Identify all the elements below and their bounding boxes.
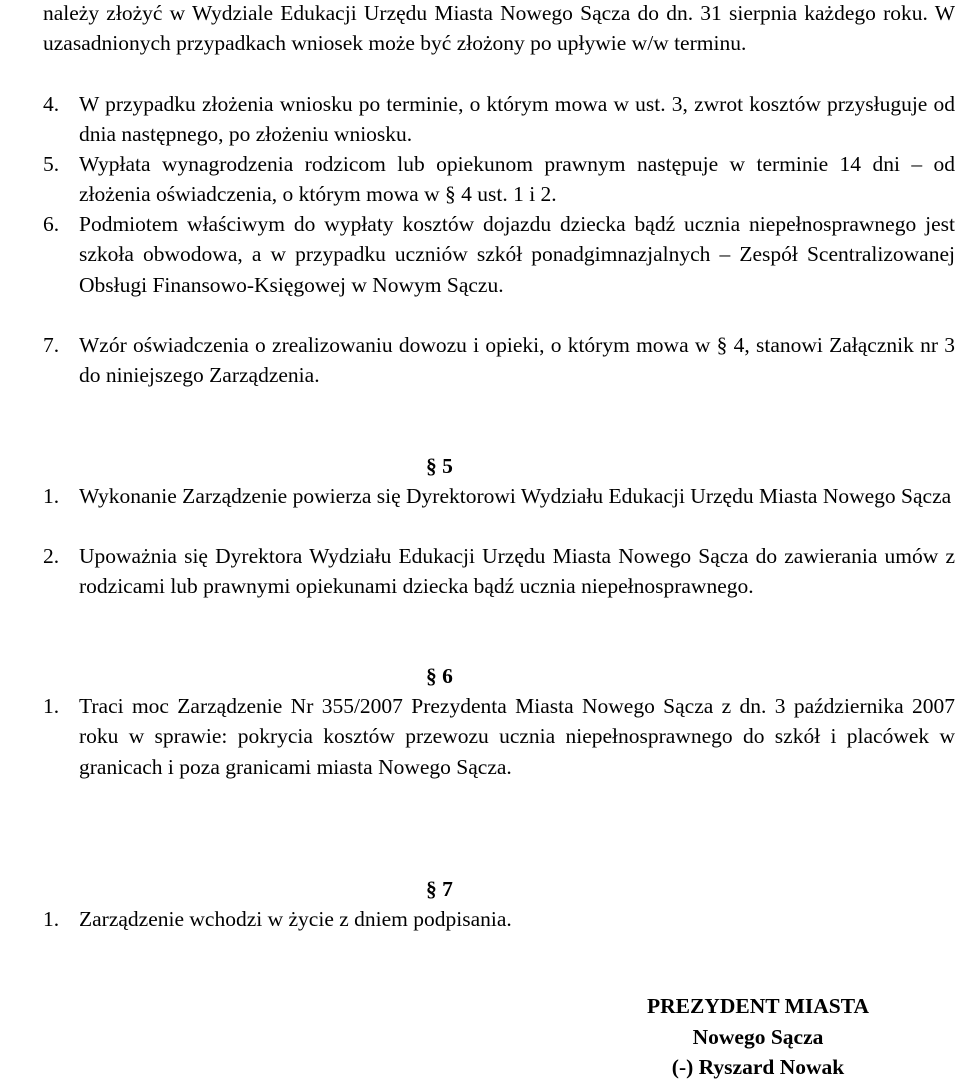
section-heading-5: § 5	[426, 454, 453, 478]
signature-name: (-) Ryszard Nowak	[671, 1055, 845, 1079]
item-number: 6.	[43, 212, 60, 236]
item-number: 1.	[43, 907, 60, 931]
item-text: W przypadku złożenia wniosku po terminie, o którym mowa w ust. 3, zwrot kosztów przysługuje od dnia następnego, po złożeniu wniosku.	[79, 92, 955, 147]
item-text: Traci moc Zarządzenie Nr 355/2007 Prezydenta Miasta Nowego Sącza z dn. 3 października 2007 roku w sprawie: pokrycia kosztów przewozu ucznia niepełnosprawnego do szkół i placówek w granicach i poza granicami miasta Nowego Sącza.	[79, 694, 955, 779]
item-number: 5.	[43, 152, 60, 176]
continuation-paragraph: należy złożyć w Wydziale Edukacji Urzędu Miasta Nowego Sącza do dn. 31 sierpnia każdego roku. W uzasadnionych przypadkach wniosek może być złożony po upływie w/w terminu.	[43, 1, 955, 56]
section-heading-7: § 7	[426, 877, 453, 901]
section-heading-6: § 6	[426, 664, 453, 688]
section6-item-1	[43, 691, 955, 782]
item-number: 1.	[43, 484, 60, 508]
item-text: Wzór oświadczenia o zrealizowaniu dowozu i opieki, o którym mowa w § 4, stanowi Załącznik nr 3 do niniejszego Zarządzenia.	[79, 333, 955, 388]
list-item-4	[43, 89, 955, 150]
section7-item-1	[43, 904, 955, 934]
section5-item-1	[43, 481, 955, 511]
list-item-6	[43, 209, 955, 300]
item-text: Podmiotem właściwym do wypłaty kosztów dojazdu dziecka bądź ucznia niepełnosprawnego jest szkoła obwodowa, a w przypadku uczniów szkół ponadgimnazjalnych – Zespół Scentralizowanej Obsługi Finansowo-Księgowej w Nowym Sączu.	[79, 212, 955, 297]
signature-title: PREZYDENT MIASTA	[646, 994, 869, 1018]
signature-block	[608, 991, 908, 1083]
item-number: 4.	[43, 92, 60, 116]
item-text: Zarządzenie wchodzi w życie z dniem podpisania.	[79, 907, 512, 931]
item-text: Wypłata wynagrodzenia rodzicom lub opiekunom prawnym następuje w terminie 14 dni – od złożenia oświadczenia, o którym mowa w § 4 ust. 1 i 2.	[79, 152, 955, 207]
item-text: Upoważnia się Dyrektora Wydziału Edukacji Urzędu Miasta Nowego Sącza do zawierania umów z rodzicami lub prawnymi opiekunami dziecka bądź ucznia niepełnosprawnego.	[79, 544, 955, 599]
list-item-5	[43, 149, 955, 210]
list-item-7	[43, 330, 955, 391]
item-number: 1.	[43, 694, 60, 718]
item-text: Wykonanie Zarządzenie powierza się Dyrektorowi Wydziału Edukacji Urzędu Miasta Nowego Sącza	[79, 484, 952, 508]
section5-item-2	[43, 541, 955, 602]
signature-city: Nowego Sącza	[692, 1024, 824, 1049]
item-number: 7.	[43, 333, 60, 357]
item-number: 2.	[43, 544, 60, 568]
